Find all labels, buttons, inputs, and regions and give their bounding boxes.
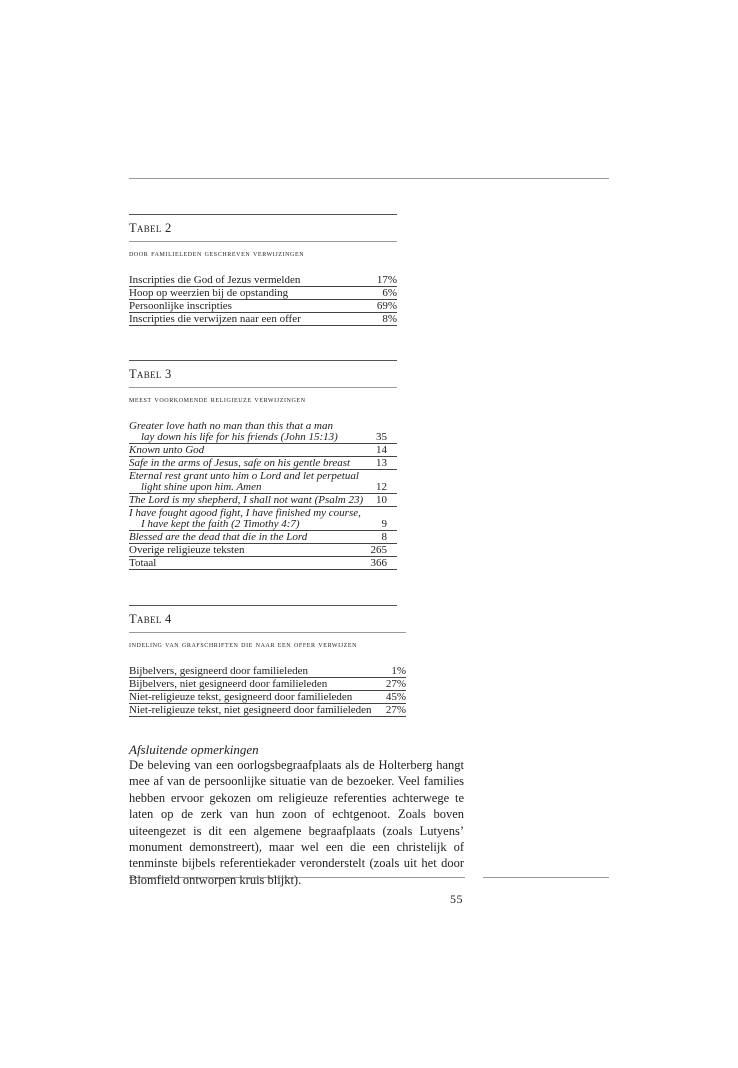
row-value: 8% (382, 313, 397, 325)
table-body (129, 274, 397, 326)
table-row (129, 494, 397, 507)
row-value: 12 (376, 481, 387, 493)
row-label (129, 421, 338, 443)
table-sub-rule (129, 632, 406, 633)
table-subtitle: indeling van grafschriften die naar een offer verwijzen (129, 639, 358, 649)
row-label: Blessed are the dead that die in the Lord (129, 531, 308, 543)
row-value: 265 (370, 544, 387, 556)
table-top-rule (129, 360, 397, 361)
table-title: Tabel 4 (129, 612, 172, 626)
row-value: 27% (385, 704, 406, 716)
row-label (129, 508, 361, 530)
table-sub-rule (129, 241, 397, 242)
table-row (129, 300, 397, 313)
table-row (129, 507, 397, 531)
row-value: 45% (385, 691, 406, 703)
table-row (129, 457, 397, 470)
table-sub-rule (129, 387, 397, 388)
table-top-rule (129, 605, 397, 606)
table-subtitle: meest voorkomende religieuze verwijzingen (129, 394, 306, 404)
row-label: Bijbelvers, niet gesigneerd door familieleden (129, 678, 328, 690)
table-row (129, 274, 397, 287)
row-label: Inscripties die God of Jezus vermelden (129, 274, 301, 286)
row-label: Overige religieuze teksten (129, 544, 245, 556)
row-value: 8 (381, 531, 387, 543)
row-value: 366 (370, 557, 387, 569)
row-label: Inscripties die verwijzen naar een offer (129, 313, 301, 325)
row-value: 27% (385, 678, 406, 690)
row-label: Persoonlijke inscripties (129, 300, 232, 312)
row-value: 9 (381, 518, 387, 530)
table-subtitle: door familieleden geschreven verwijzingen (129, 248, 305, 258)
row-label-line1: Eternal rest grant unto him o Lord and let perpetual (129, 470, 359, 482)
row-value: 6% (382, 287, 397, 299)
row-value: 14 (376, 444, 387, 456)
table-row-total (129, 557, 397, 570)
table-top-rule (129, 214, 397, 215)
row-value: 1% (391, 665, 406, 677)
table-row (129, 678, 406, 691)
row-value: 17% (376, 274, 397, 286)
row-label-line1: I have fought agood fight, I have finished my course, (129, 507, 361, 519)
table-3 (129, 360, 397, 570)
row-label: Bijbelvers, gesigneerd door familieleden (129, 665, 308, 677)
table-row (129, 704, 406, 717)
bottom-rule-right (483, 877, 609, 878)
row-value: 10 (376, 494, 387, 506)
row-value: 69% (376, 300, 397, 312)
row-label: Niet-religieuze tekst, gesigneerd door familieleden (129, 691, 353, 703)
table-row (129, 444, 397, 457)
table-body (129, 420, 397, 570)
row-label: Totaal (129, 557, 157, 569)
table-4 (129, 605, 406, 717)
row-label: Hoop op weerzien bij de opstanding (129, 287, 289, 299)
row-value: 35 (376, 431, 387, 443)
row-label-line2: I have kept the faith (2 Timothy 4:7) (141, 518, 300, 530)
section-heading: Afsluitende opmerkingen (129, 742, 259, 757)
row-value: 13 (376, 457, 387, 469)
row-label-line2: light shine upon him. Amen (141, 481, 262, 493)
table-2 (129, 214, 397, 326)
row-label: The Lord is my shepherd, I shall not want (Psalm 23) (129, 494, 364, 506)
row-label-line2: lay down his life for his friends (John 15:13) (141, 431, 338, 443)
row-label: Known unto God (129, 444, 205, 456)
table-row (129, 665, 406, 678)
table-title: Tabel 2 (129, 221, 172, 235)
table-row (129, 420, 397, 444)
table-row (129, 470, 397, 494)
section-paragraph: De beleving van een oorlogsbegraafplaats als de Holterberg hangt mee af van de persoonlijke situatie van de bezoeker. Veel families hebben ervoor gekozen om religieuze referenties achterwege te laten op de zerk van hun zoon of echtgenoot. Zoals boven uiteengezet is dit een algemene begraafplaats (zoals Lutyens’ monument demonstreert), maar wel een die een christelijk of tenminste bijbels referentiekader veronderstelt (zoals uit het door Blomfield ontworpen kruis blijkt). (129, 758, 464, 887)
table-title: Tabel 3 (129, 367, 172, 381)
table-row (129, 531, 397, 544)
table-row (129, 287, 397, 300)
row-label-line1: Greater love hath no man than this that a man (129, 420, 333, 432)
table-body (129, 665, 406, 717)
table-row (129, 544, 397, 557)
row-label: Niet-religieuze tekst, niet gesigneerd door familieleden (129, 704, 372, 716)
table-row (129, 313, 397, 326)
table-row (129, 691, 406, 704)
top-rule (129, 178, 609, 179)
row-label (129, 471, 359, 493)
page-number: 55 (450, 892, 463, 906)
row-label: Safe in the arms of Jesus, safe on his gentle breast (129, 457, 351, 469)
